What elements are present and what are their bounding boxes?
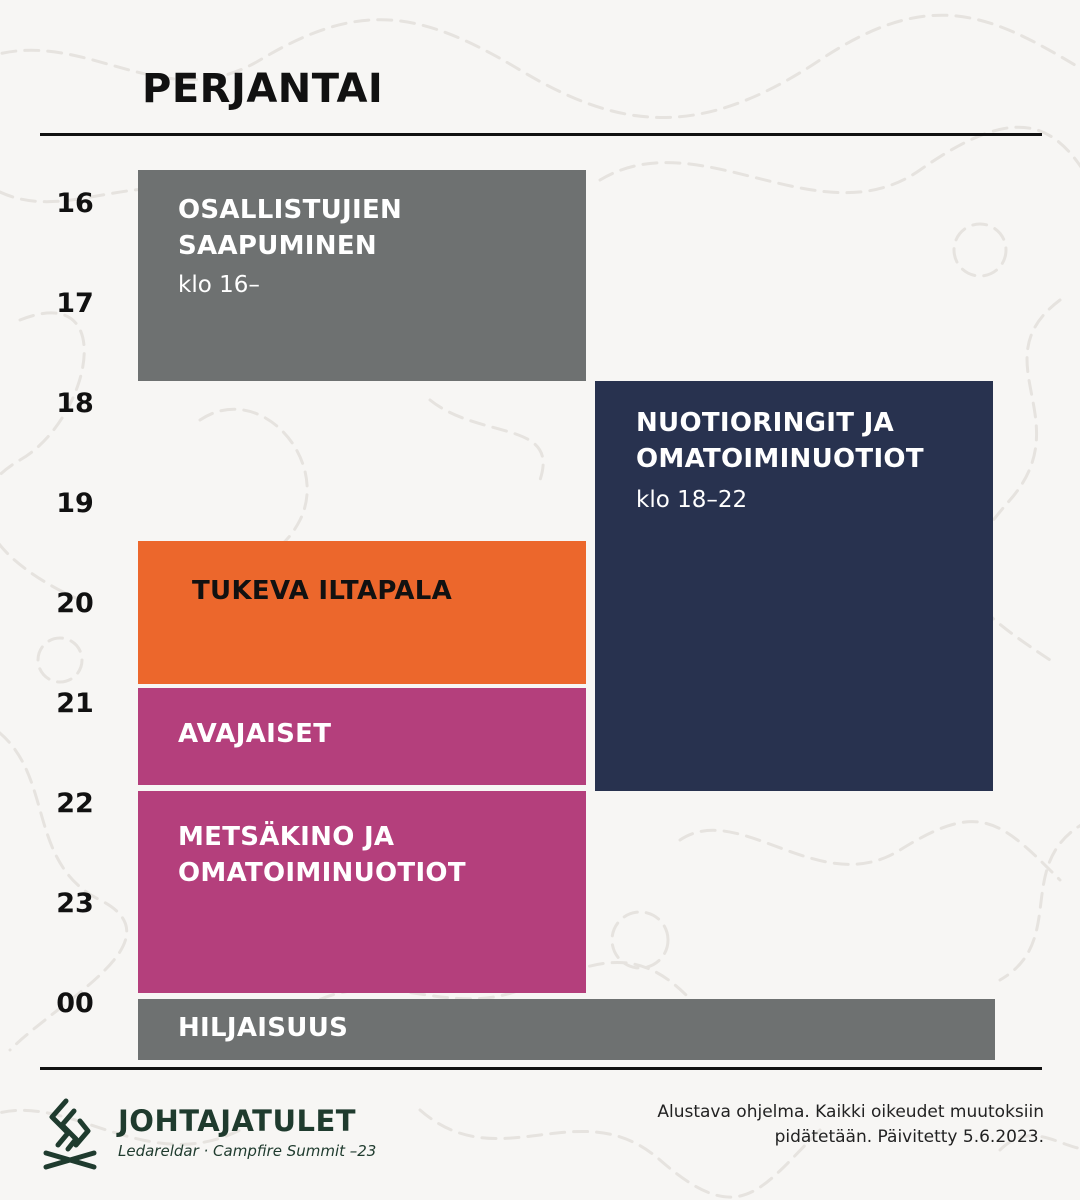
event-title: NUOTIORINGIT JA OMATOIMINUOTIOT	[636, 408, 924, 474]
event-quiet-hours	[138, 999, 995, 1060]
event-campfires	[595, 381, 993, 791]
hour-label: 22	[56, 788, 94, 819]
hour-label: 23	[56, 888, 94, 919]
event-snack	[138, 541, 586, 684]
hour-label: 18	[56, 388, 94, 419]
hour-label: 16	[56, 188, 94, 219]
hour-label: 00	[56, 988, 94, 1019]
event-title: TUKEVA ILTAPALA	[192, 576, 453, 606]
event-opening	[138, 688, 586, 785]
event-time: klo 18–22	[636, 487, 748, 513]
header-divider	[40, 133, 1042, 136]
hour-label: 20	[56, 588, 94, 619]
event-title: HILJAISUUS	[178, 1013, 349, 1043]
hour-label: 17	[56, 288, 94, 319]
footer-divider	[40, 1067, 1042, 1070]
event-arrival	[138, 170, 586, 381]
brand-subtitle: Ledareldar · Campfire Summit –23	[118, 1142, 377, 1160]
event-title: OSALLISTUJIEN SAAPUMINEN	[178, 195, 403, 261]
footer-note: Alustava ohjelma. Kaikki oikeudet muutoksiin pidätetään. Päivitetty 5.6.2023.	[657, 1102, 1044, 1147]
event-forest-cinema	[138, 791, 586, 993]
page-title: PERJANTAI	[142, 66, 384, 112]
brand-name: JOHTAJATULET	[118, 1104, 357, 1138]
hour-label: 19	[56, 488, 94, 519]
campfire-logo-icon	[40, 1095, 100, 1173]
event-title: METSÄKINO JA OMATOIMINUOTIOT	[178, 822, 466, 888]
event-time: klo 16–	[178, 272, 260, 298]
hour-label: 21	[56, 688, 94, 719]
event-title: AVAJAISET	[178, 719, 332, 749]
